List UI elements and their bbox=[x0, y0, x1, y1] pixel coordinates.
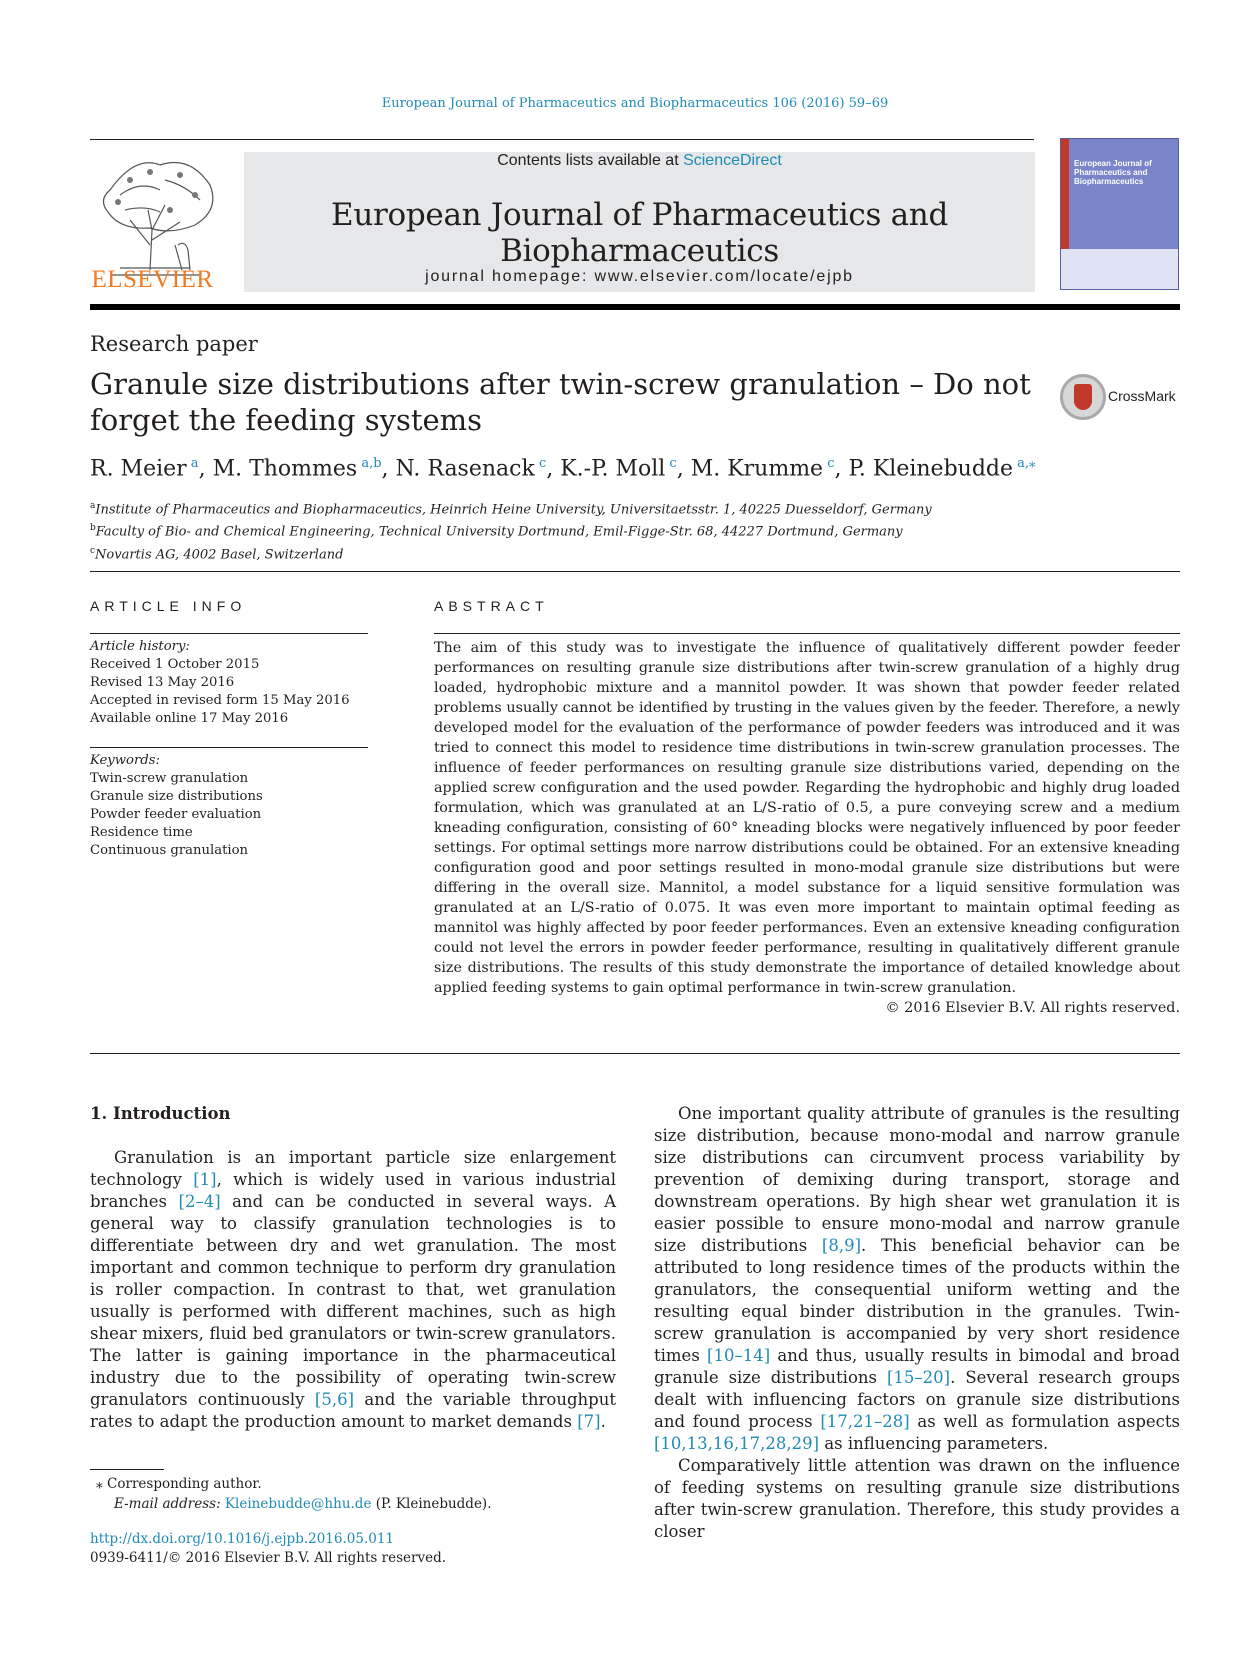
author-separator: , bbox=[381, 456, 396, 482]
paragraph-text: . Several research groups dealt with influencing factors on granule size distributions and found process bbox=[654, 1368, 1180, 1431]
cover-footer bbox=[1061, 249, 1178, 289]
history-item: Available online 17 May 2016 bbox=[90, 711, 289, 726]
reference-link[interactable]: [7] bbox=[577, 1412, 601, 1431]
affiliation-marker: c bbox=[90, 545, 96, 556]
author-affiliation-marker[interactable]: a,⁎ bbox=[1013, 456, 1036, 471]
sciencedirect-link[interactable]: ScienceDirect bbox=[683, 152, 782, 169]
feeding-paragraph: Comparatively little attention was drawn on the influence of feeding systems on resulting granule size distributions after twin-screw granulation. Therefore, this study provides a closer bbox=[654, 1456, 1180, 1541]
issn-line: 0939-6411/© 2016 Elsevier B.V. All rights reserved. bbox=[90, 1550, 447, 1566]
history-label: Article history: bbox=[90, 639, 190, 654]
author-affiliation-marker[interactable]: c bbox=[665, 456, 677, 471]
header-thick-rule bbox=[90, 304, 1180, 310]
article-title: Granule size distributions after twin-screw granulation – Do not forget the feeding systems bbox=[90, 367, 1031, 437]
email-label: E-mail address: bbox=[114, 1496, 225, 1512]
paragraph-text: , which is widely used in various industrial branches bbox=[90, 1170, 616, 1211]
paragraph-text: Granulation is an important particle size enlargement technology bbox=[90, 1148, 616, 1189]
author-separator: , bbox=[546, 456, 561, 482]
author-name: M. Krumme bbox=[690, 456, 824, 482]
author-affiliation-marker[interactable]: a bbox=[186, 456, 199, 471]
article-type: Research paper bbox=[90, 332, 258, 356]
quality-paragraph bbox=[654, 1103, 1180, 1455]
contents-prefix: Contents lists available at bbox=[497, 152, 684, 169]
corresponding-author: ⁎ Corresponding author. bbox=[96, 1476, 262, 1492]
keyword-item: Powder feeder evaluation bbox=[90, 807, 262, 822]
header-rule bbox=[90, 139, 1034, 140]
reference-link[interactable]: [8,9] bbox=[821, 1236, 862, 1255]
reference-link[interactable]: [5,6] bbox=[314, 1390, 355, 1409]
journal-homepage[interactable]: journal homepage: www.elsevier.com/locate/ejpb bbox=[425, 268, 854, 285]
paragraph-text: and can be conducted in several ways. A general way to classify granulation technologies is to differentiate between dry and wet granulation. The most important and common technique to perform dry granulation is roller compaction. In contrast to that, wet granulation usually is performed with different machines, such as high shear mixers, fluid bed granulators or twin-screw granulators. The latter is gaining importance in the pharmaceutical industry due to the possibility of operating twin-screw granulators continuously bbox=[90, 1192, 616, 1409]
author-affiliation-marker[interactable]: a,b bbox=[357, 456, 382, 471]
intro-paragraph bbox=[90, 1147, 616, 1433]
keywords bbox=[90, 752, 368, 860]
paragraph-text: and thus, usually results in bimodal and broad granule size distributions bbox=[654, 1346, 1181, 1387]
affiliation-marker: b bbox=[90, 523, 96, 534]
body-rule bbox=[90, 1053, 1180, 1054]
author-separator: , bbox=[198, 456, 213, 482]
journal-cover-thumbnail[interactable] bbox=[1060, 138, 1179, 290]
paragraph-text: and the variable throughput rates to adapt the production amount to market demands bbox=[90, 1390, 616, 1431]
affiliations bbox=[90, 497, 1180, 564]
keyword-item: Granule size distributions bbox=[90, 789, 263, 804]
author-separator: , bbox=[676, 456, 691, 482]
cover-title: European Journal of Pharmaceutics and Biopharmaceutics bbox=[1074, 159, 1152, 186]
reference-link[interactable]: [2–4] bbox=[178, 1192, 221, 1211]
footnotes bbox=[90, 1474, 616, 1514]
affiliation-text: Institute of Pharmaceutics and Biopharmaceutics, Heinrich Heine University, Universitaetsstr. 1, 40225 Duesseldorf, Germany bbox=[95, 502, 932, 518]
body-left-column bbox=[90, 1103, 616, 1433]
author-name: P. Kleinebudde bbox=[848, 456, 1013, 482]
affiliation-text: Novartis AG, 4002 Basel, Switzerland bbox=[95, 546, 344, 562]
paragraph-text: as influencing parameters. bbox=[819, 1434, 1049, 1453]
section-rule bbox=[90, 571, 1180, 572]
history-item: Revised 13 May 2016 bbox=[90, 675, 235, 690]
affiliation-line bbox=[90, 542, 1180, 564]
article-history bbox=[90, 638, 368, 728]
author-name: R. Meier bbox=[90, 456, 187, 482]
abstract-rule bbox=[434, 633, 1180, 634]
paragraph-text: One important quality attribute of granules is the resulting size distribution, because mono-modal and narrow granule size distributions can circumvent process variability by prevention of demixing during transport, storage and downstream operations. By high shear wet granulation it is easier possible to ensure mono-modal and narrow granule size distributions bbox=[654, 1104, 1180, 1255]
footnote-rule bbox=[90, 1469, 164, 1470]
section-heading: 1. Introduction bbox=[90, 1104, 231, 1123]
crossmark-label[interactable]: CrossMark bbox=[1108, 388, 1176, 404]
paragraph-text: . bbox=[600, 1412, 606, 1431]
email-suffix: (P. Kleinebudde). bbox=[371, 1496, 492, 1512]
reference-link[interactable]: [15–20] bbox=[886, 1368, 951, 1387]
email-line bbox=[90, 1494, 616, 1514]
elsevier-wordmark[interactable]: ELSEVIER bbox=[91, 266, 214, 293]
paragraph-text: . This beneficial behavior can be attributed to long residence times of the products within the granulators, the consequential uniform wetting and the resulting equal binder distribution in the granules. Twin-screw granulation is accompanied by very short residence times bbox=[654, 1236, 1180, 1365]
doi-link[interactable]: http://dx.doi.org/10.1016/j.ejpb.2016.05.011 bbox=[90, 1531, 395, 1547]
affiliation-line bbox=[90, 497, 1180, 519]
contents-line bbox=[244, 152, 1035, 170]
keyword-item: Twin-screw granulation bbox=[90, 771, 249, 786]
paragraph-text: as well as formulation aspects bbox=[909, 1412, 1180, 1431]
article-info-heading: ARTICLE INFO bbox=[90, 598, 247, 614]
keywords-rule bbox=[90, 747, 368, 748]
email-link[interactable]: Kleinebudde@hhu.de bbox=[224, 1496, 372, 1512]
author-affiliation-marker[interactable]: c bbox=[534, 456, 547, 471]
abstract-copyright: © 2016 Elsevier B.V. All rights reserved. bbox=[885, 1000, 1180, 1016]
author-list bbox=[90, 456, 1180, 481]
article-info-rule bbox=[90, 633, 368, 634]
history-item: Accepted in revised form 15 May 2016 bbox=[90, 693, 350, 708]
body-right-column bbox=[654, 1103, 1180, 1543]
author-affiliation-marker[interactable]: c bbox=[823, 456, 835, 471]
journal-title: European Journal of Pharmaceutics and Biopharmaceutics bbox=[330, 197, 948, 269]
reference-link[interactable]: [1] bbox=[193, 1170, 217, 1189]
doi-block bbox=[90, 1530, 616, 1568]
keyword-item: Residence time bbox=[90, 825, 193, 840]
reference-link[interactable]: [17,21–28] bbox=[820, 1412, 910, 1431]
keywords-label: Keywords: bbox=[90, 753, 160, 768]
affiliation-marker: a bbox=[90, 501, 96, 511]
author-name: K.-P. Moll bbox=[560, 456, 666, 482]
affiliation-line bbox=[90, 519, 1180, 541]
author-name: N. Rasenack bbox=[395, 456, 535, 482]
reference-link[interactable]: [10–14] bbox=[707, 1346, 771, 1365]
author-separator: , bbox=[834, 456, 849, 482]
journal-citation[interactable] bbox=[0, 96, 1241, 111]
author-name: M. Thommes bbox=[212, 456, 358, 482]
affiliation-text: Faculty of Bio- and Chemical Engineering, Technical University Dortmund, Emil-Figge-Str. 68, 44227 Dortmund, Germany bbox=[95, 524, 903, 540]
citation-link[interactable]: European Journal of Pharmaceutics and Biopharmaceutics 106 (2016) 59–69 bbox=[381, 96, 889, 111]
abstract-text: The aim of this study was to investigate the influence of qualitatively different powder feeder performances on resulting granule size distributions after twin-screw granulation of a highly drug loaded, hydrophobic mixture and a mannitol powder. It was shown that powder feeder related problems usually cannot be identified by trusting in the values given by the feeder. Therefore, a newly developed model for the evaluation of the performance of powder feeders was introduced and it was tried to connect this model to residence time distributions in twin-screw granulation processes. The influence of feeder performances on resulting granule size distributions varied, depending on the applied screw configuration and the used powder. Regarding the hydrophobic and highly drug loaded formulation, which was granulated at an L/S-ratio of 0.5, a pure conveying screw and a medium kneading configuration, consisting of 60° kneading blocks were negatively influenced by poor feeder settings. For optimal settings more narrow distributions could be obtained. For an extensive kneading configuration good and poor settings resulted in mono-modal granule size distributions but were differing in the overall size. Mannitol, a model substance for a liquid sensitive formulation was granulated at an L/S-ratio of 0.075. It was even more important to maintain optimal feeding as mannitol was highly affected by poor feeder performances. Even an extensive kneading configuration could not level the errors in powder feeder performance, resulting in qualitatively different granule size distributions. The results of this study demonstrate the importance of detailed knowledge about applied feeding systems to gain optimal performance in twin-screw granulation. bbox=[434, 640, 1180, 996]
keyword-item: Continuous granulation bbox=[90, 843, 249, 858]
crossmark-icon[interactable] bbox=[1060, 374, 1106, 420]
reference-link[interactable]: [10,13,16,17,28,29] bbox=[654, 1434, 820, 1453]
history-item: Received 1 October 2015 bbox=[90, 657, 260, 672]
abstract-heading: ABSTRACT bbox=[434, 598, 549, 614]
